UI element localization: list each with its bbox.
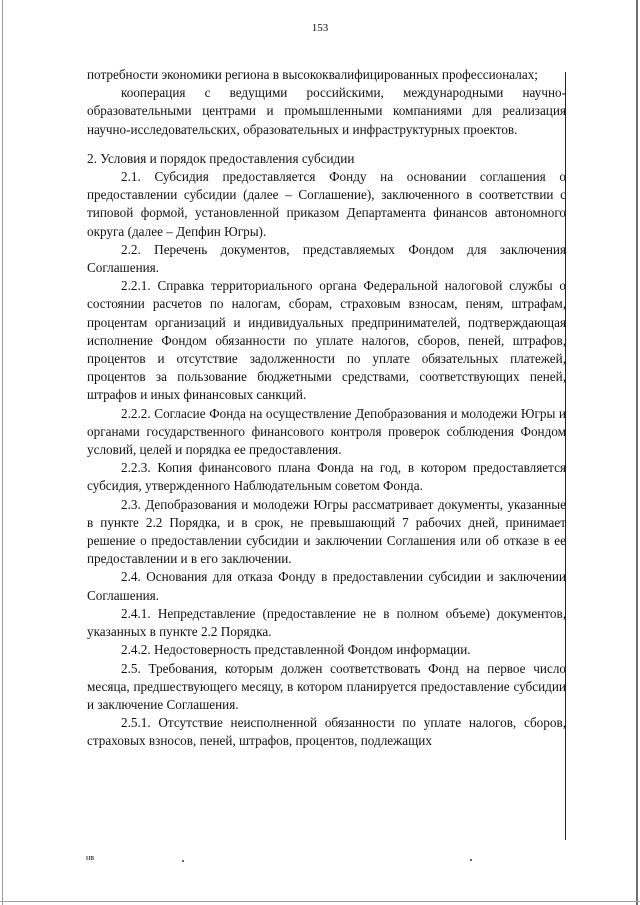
paragraph: 2.1. Субсидия предоставляется Фонду на основании соглашения о предоставлении субсидии (далее – Соглашение), заключенного в соответствии с типовой формой, установленной приказом Департамента финансов автономного округа (далее – Депфин Югры). [87, 169, 566, 239]
paragraph: потребности экономики региона в высококвалифицированных профессионалах; [87, 67, 538, 82]
paragraph: кооперация с ведущими российскими, международными научно-образовательными центрами и промышленными компаниями для реализация научно-исследовательских, образовательных и инфраструктурных проектов. [87, 85, 566, 137]
scan-edge-left [2, 0, 3, 905]
document-body [87, 66, 566, 751]
scan-dot [182, 860, 184, 862]
paragraph: 2.2.2. Согласие Фонда на осуществление Депобразования и молодежи Югры и органами государственного финансового контроля проверок соблюдения Фондом условий, целей и порядка ее предоставления. [87, 405, 566, 458]
paragraph: 2.5. Требования, которым должен соответствовать Фонд на первое число месяца, предшествующего месяцу, в котором планируется предоставление субсидии и заключение Соглашения. [87, 660, 566, 712]
paragraph: 2.2.1. Справка территориального органа Федеральной налоговой службы о состоянии расчетов по налогам, сборам, страховым взносам, пеням, штрафам, процентам организаций и индивидуальных предпринимателей, подтверждающая исполнение Фондом обязанности по уплате налогов, сборов, пеней, штрафов, процентов и отсутствие задолженности по уплате обязательных платежей, процентов за пользование бюджетными средствами, соответствующих пеней, штрафов и иных финансовых санкций. [87, 278, 566, 403]
paragraph: 2.3. Депобразования и молодежи Югры рассматривает документы, указанные в пункте 2.2 Порядка, и в срок, не превышающий 7 рабочих дней, принимает решение о предоставлении субсидии и заключении Соглашения или об отказе в ее предоставлении и в его заключении. [87, 496, 566, 567]
paragraph: 2.4.2. Недостоверность представленной Фондом информации. [121, 642, 471, 658]
page-number: 153 [311, 22, 329, 34]
paragraph: 2.4.1. Непредставление (предоставление не в полном объеме) документов, указанных в пункте 2.2 Порядка. [87, 605, 566, 640]
paragraph: 2.2. Перечень документов, представляемых Фондом для заключения Соглашения. [87, 241, 566, 276]
section-heading: 2. Условия и порядок предоставления субсидии [87, 150, 355, 166]
scan-edge-right [636, 0, 638, 905]
scan-edge-bottom [0, 901, 640, 902]
scan-dot [470, 859, 472, 861]
paragraph: 2.5.1. Отсутствие неисполненной обязанности по уплате налогов, сборов, страховых взносов, пеней, штрафов, процентов, подлежащих [87, 715, 566, 749]
paragraph: 2.2.3. Копия финансового плана Фонда на год, в котором предоставляется субсидия, утвержденного Наблюдательным советом Фонда. [87, 460, 566, 494]
footer-code: нв [86, 853, 95, 862]
paragraph: 2.4. Основания для отказа Фонду в предоставлении субсидии и заключении Соглашения. [87, 569, 566, 603]
